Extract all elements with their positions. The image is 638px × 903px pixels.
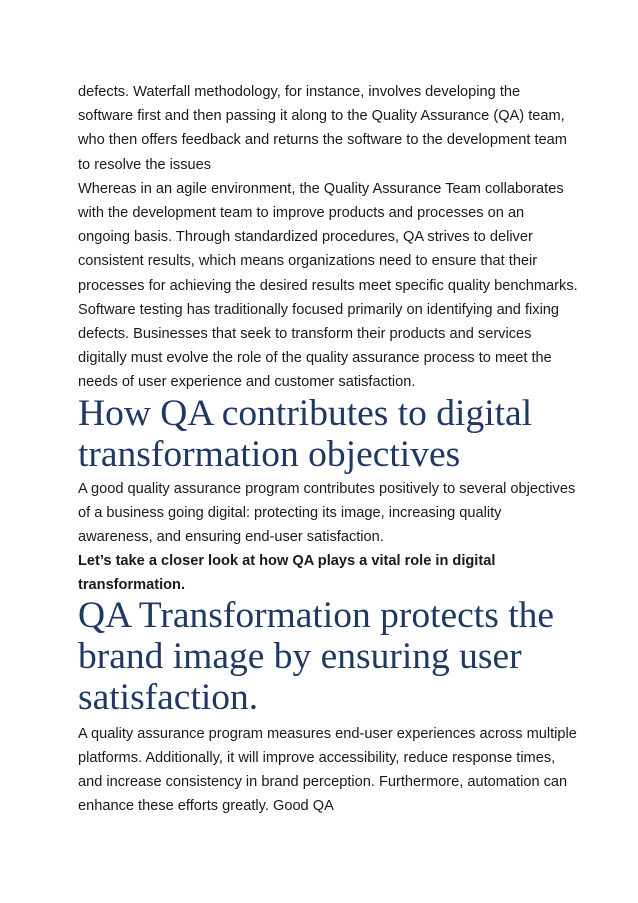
- paragraph-closer-look: Let’s take a closer look at how QA plays a vital role in digital transformation.: [78, 553, 496, 594]
- page-content: [78, 80, 578, 818]
- paragraph-qa-program: A quality assurance program measures end-user experiences across multiple platforms. Additionally, it will improve accessibility, reduce response times, and increase consistency in brand perception. Furthermore, automation can enhance these efforts greatly. Good QA: [78, 725, 577, 815]
- heading-qa-contributes: How QA contributes to digital transformation objectives: [78, 392, 533, 475]
- heading-brand-image: QA Transformation protects the brand image by ensuring user satisfaction.: [78, 594, 555, 718]
- paragraph-objectives: A good quality assurance program contributes positively to several objectives of a business going digital: protecting its image, increasing quality awareness, and ensuring end-user satisfaction.: [78, 480, 576, 546]
- paragraph-agile: Whereas in an agile environment, the Quality Assurance Team collaborates with the development team to improve products and processes on an ongoing basis. Through standardized procedures, QA strives to deliver consistent results, which means organizations need to ensure that their processes for achieving the desired results meet specific quality benchmarks. Software testing has traditionally focused primarily on identifying and fixing defects. Businesses that seek to transform their products and services digitally must evolve the role of the quality assurance process to meet the needs of user experience and customer satisfaction.: [78, 180, 578, 391]
- paragraph-continued: defects. Waterfall methodology, for instance, involves developing the software first and then passing it along to the Quality Assurance (QA) team, who then offers feedback and returns the software to the development team to resolve the issues: [78, 84, 567, 173]
